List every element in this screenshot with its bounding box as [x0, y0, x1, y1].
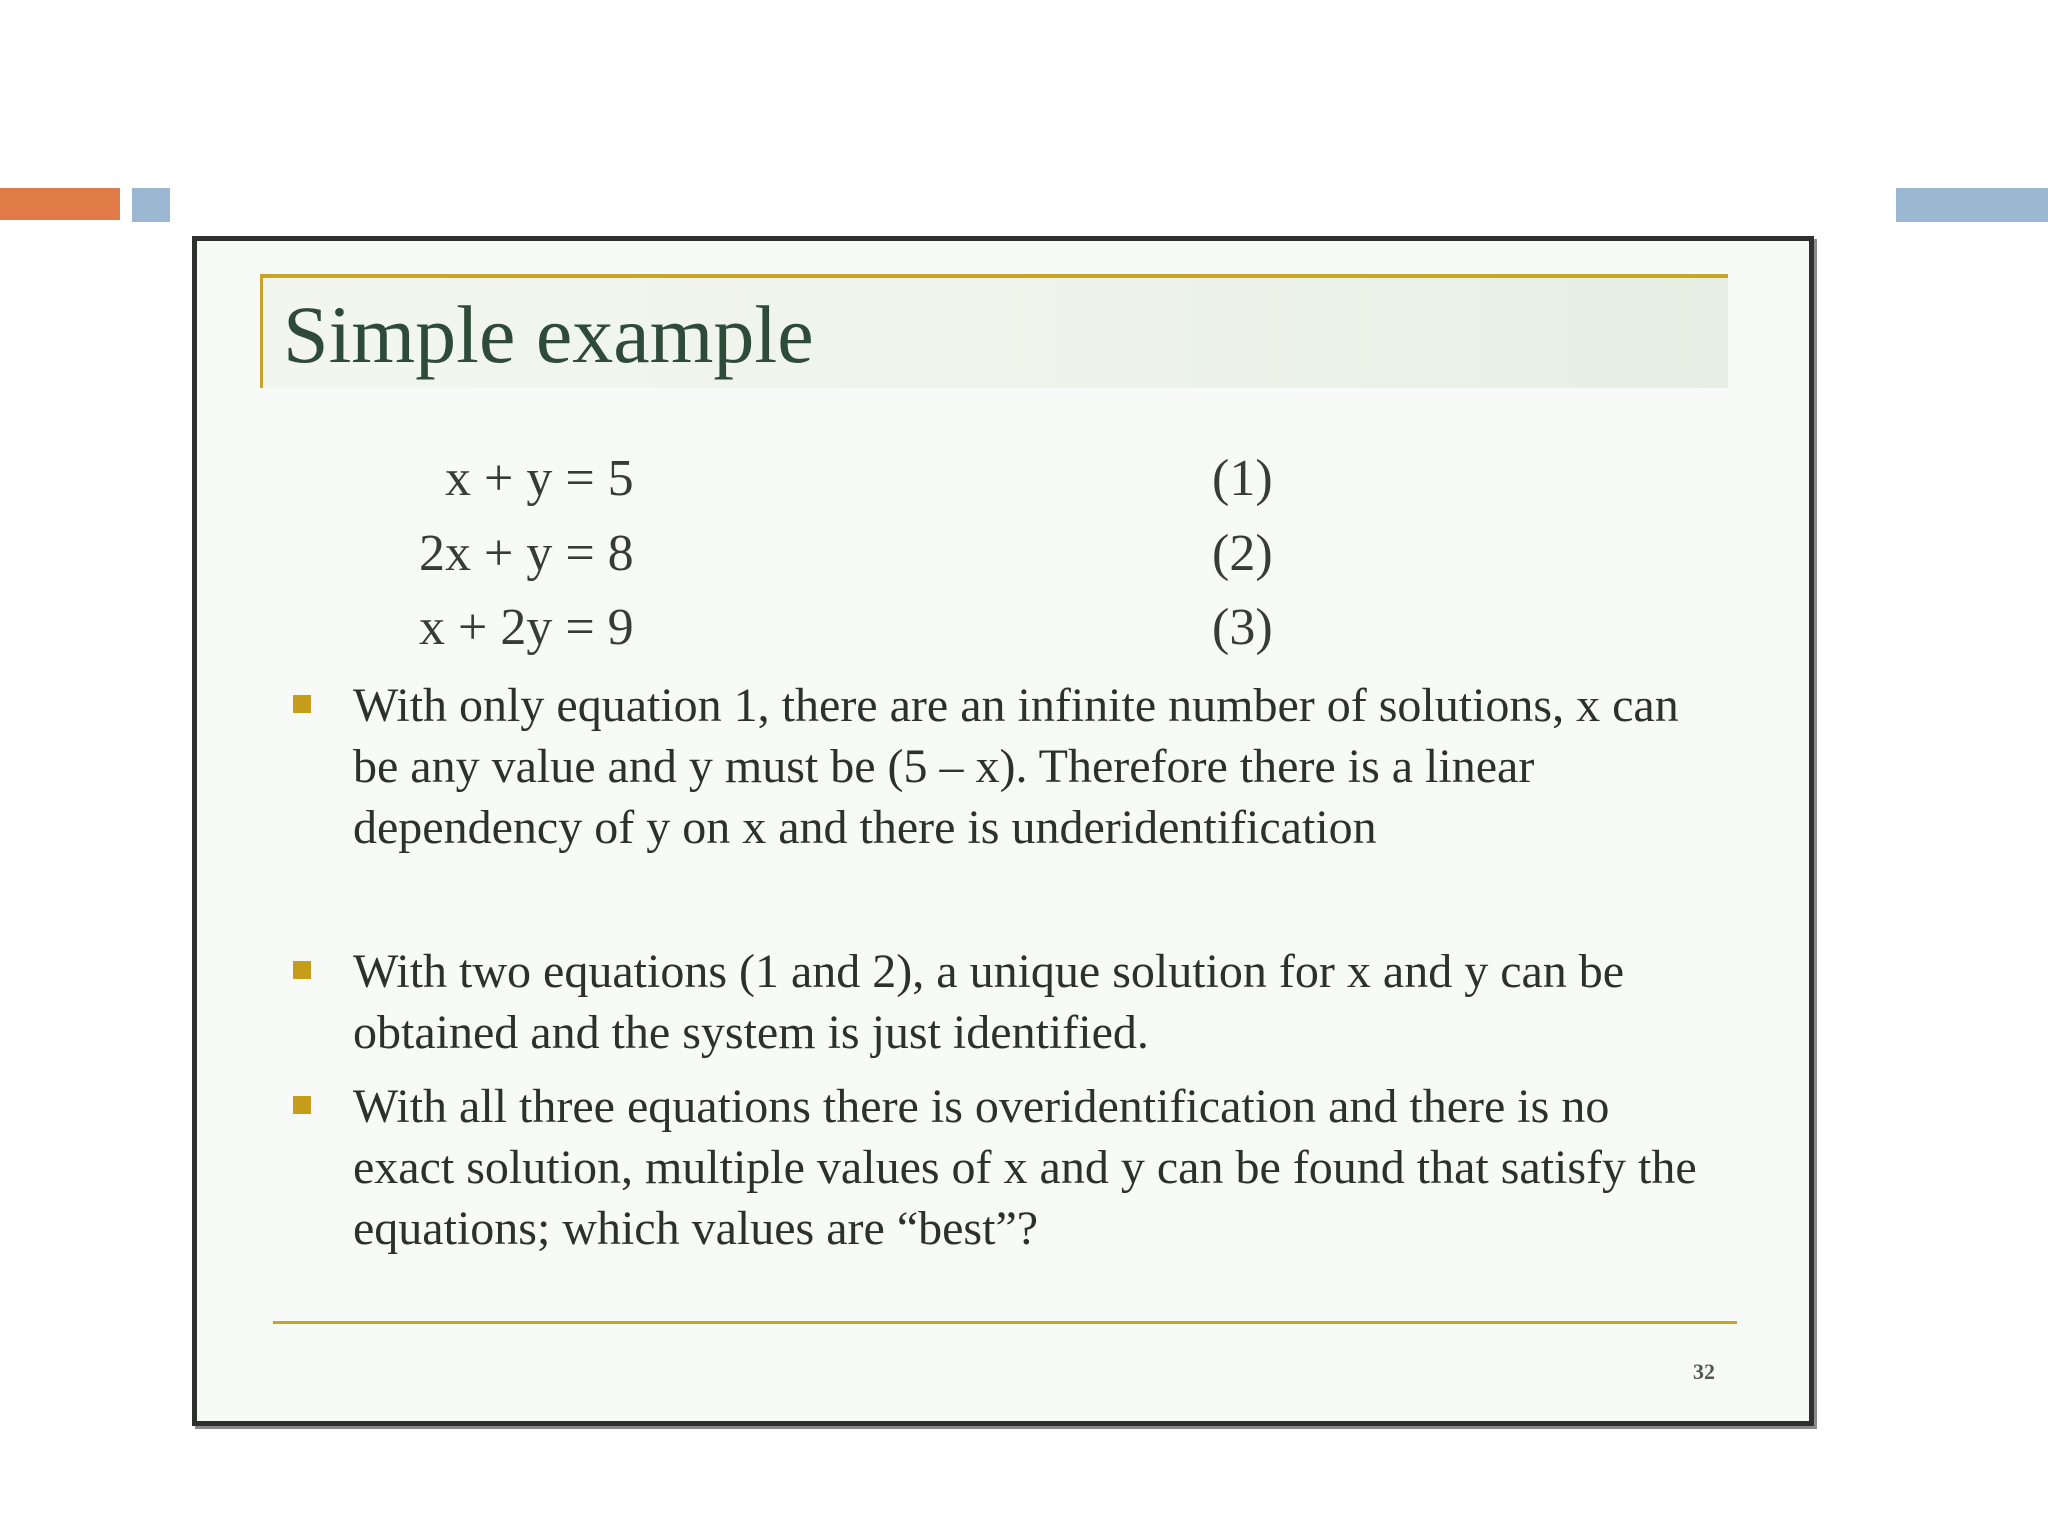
bullet-text: With only equation 1, there are an infinite number of solutions, x can be any value and y must be (5 – x). Therefore there is a linear dependency of y on x and there is underidentification — [353, 679, 1679, 854]
equation-expression: 2x + y = 8 — [419, 525, 634, 582]
bullet-text: With all three equations there is overidentification and there is no exact solution, multiple values of x and y can be found that satisfy the equations; which values are “best”? — [353, 1080, 1697, 1255]
equation-expression: x + y = 5 — [445, 450, 634, 507]
square-bullet-icon — [293, 961, 311, 979]
equation-number: (1) — [1212, 450, 1273, 507]
slide-title: Simple example — [283, 289, 814, 380]
equation-row-2 — [197, 519, 1797, 589]
bullet-text: With two equations (1 and 2), a unique solution for x and y can be obtained and the system is just identified. — [353, 945, 1625, 1059]
decorative-blue-square — [132, 188, 170, 222]
square-bullet-icon — [293, 1096, 311, 1114]
slide-image — [192, 236, 1814, 1426]
decorative-orange-bar — [0, 188, 120, 220]
footer-divider — [273, 1321, 1737, 1324]
equation-row-3 — [197, 593, 1797, 663]
equation-row-1 — [197, 444, 1797, 514]
page-number: 32 — [1693, 1359, 1715, 1384]
bullet-item-1 — [293, 675, 1713, 858]
decorative-blue-bar-right — [1896, 188, 2048, 222]
equation-number: (2) — [1212, 525, 1273, 582]
bullet-item-3 — [293, 1076, 1713, 1259]
square-bullet-icon — [293, 695, 311, 713]
equation-number: (3) — [1212, 599, 1273, 656]
title-bar — [260, 274, 1728, 388]
equation-expression: x + 2y = 9 — [419, 599, 634, 656]
bullet-item-2 — [293, 941, 1713, 1063]
